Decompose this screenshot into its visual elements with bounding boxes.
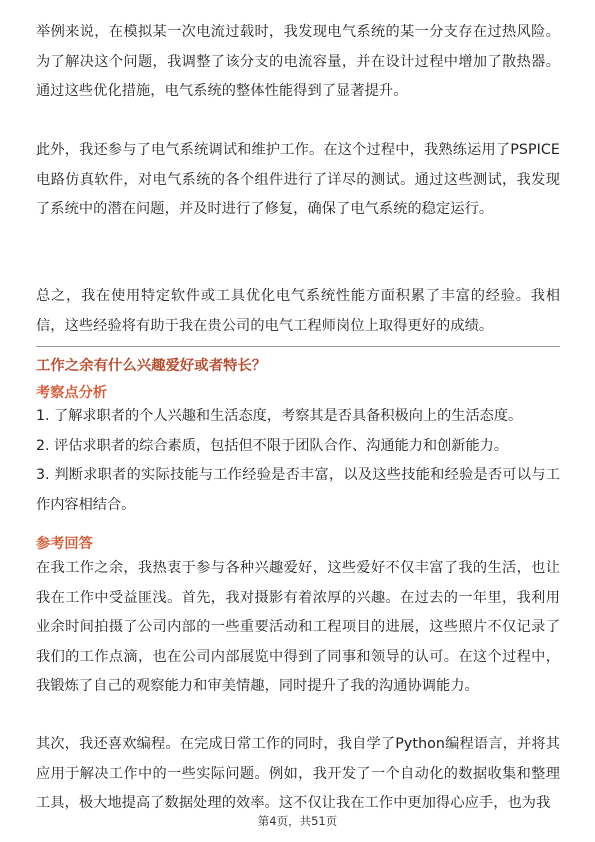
question-heading: 工作之余有什么兴趣爱好或者特长？ (36, 358, 267, 374)
body-paragraph: 总之，我在使用特定软件或工具优化电气系统性能方面积累了丰富的经验。我相信，这些经验将有助于我在贵公司的电气工程师岗位上取得更好的成绩。 (36, 288, 560, 334)
analysis-list (36, 402, 560, 520)
page-number: 第4页，共51页 (257, 814, 338, 828)
analysis-heading: 考察点分析 (36, 385, 107, 401)
section-divider (36, 346, 560, 347)
list-item: 1. 了解求职者的个人兴趣和生活态度，考察其是否具备积极向上的生活态度。 (36, 408, 523, 424)
list-item: 3. 判断求职者的实际技能与工作经验是否丰富，以及这些技能和经验是否可以与工作内容相结合。 (36, 467, 560, 513)
answer-heading: 参考回答 (36, 536, 93, 552)
body-paragraph: 此外，我还参与了电气系统调试和维护工作。在这个过程中，我熟练运用了PSPICE电路仿真软件，对电气系统的各个组件进行了详尽的测试。通过这些测试，我发现了系统中的潜在问题，并及时进行了修复，确保了电气系统的稳定运行。 (36, 142, 560, 217)
list-item: 2. 评估求职者的综合素质，包括但不限于团队合作、沟通能力和创新能力。 (36, 437, 509, 454)
answer-paragraph: 其次，我还喜欢编程。在完成日常工作的同时，我自学了Python编程语言，并将其应用于解决工作中的一些实际问题。例如，我开发了一个自动化的数据收集和整理工具，极大地提高了数据处理的效率。这不仅让我在工作中更加得心应手，也为我 (36, 736, 560, 811)
body-paragraph: 举例来说，在模拟某一次电流过载时，我发现电气系统的某一分支存在过热风险。为了解决这个问题，我调整了该分支的电流容量，并在设计过程中增加了散热器。通过这些优化措施，电气系统的整体性能得到了显著提升。 (36, 24, 560, 99)
answer-paragraph: 在我工作之余，我热衷于参与各种兴趣爱好，这些爱好不仅丰富了我的生活，也让我在工作中受益匪浅。首先，我对摄影有着浓厚的兴趣。在过去的一年里，我利用业余时间拍摄了公司内部的一些重要活动和工程项目的进展，这些照片不仅记录了我们的工作点滴，也在公司内部展览中得到了同事和领导的认可。在这个过程中，我锻炼了自己的观察能力和审美情趣，同时提升了我的沟通协调能力。 (36, 560, 560, 694)
